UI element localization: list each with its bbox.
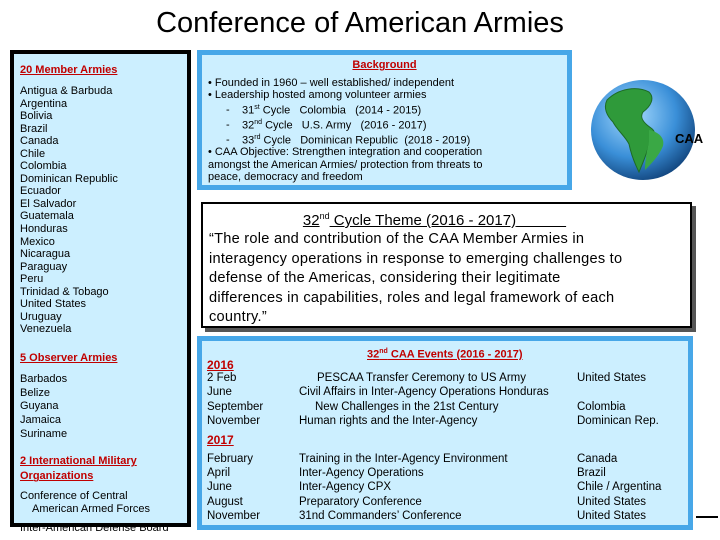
list-item: Paraguay <box>20 260 68 273</box>
background-panel-inner <box>202 55 567 185</box>
sidebar <box>10 50 191 535</box>
objective-line: peace, democracy and freedom <box>208 171 363 184</box>
year-2016-label: 2016 <box>207 358 234 372</box>
intl-org-iadb: Inter-American Defense Board <box>20 522 169 535</box>
list-item: Venezuela <box>20 323 72 336</box>
list-item: Argentina <box>20 97 68 110</box>
list-item: Suriname <box>20 427 68 440</box>
theme-heading: 32nd Cycle Theme (2016 - 2017) <box>302 211 517 229</box>
caa-logo-text: CAA <box>675 131 704 146</box>
caa-logo <box>585 72 713 192</box>
intl-org-ccaaf: Conference of Central American Armed Forces <box>20 490 150 516</box>
observer-armies-list <box>20 373 183 442</box>
cycle-row: - 32nd Cycle U.S. Army (2016 - 2017) <box>226 118 427 132</box>
sidebar-panel <box>14 54 187 535</box>
list-item: Honduras <box>20 223 68 236</box>
list-item: Guatemala <box>20 210 74 223</box>
list-item: Barbados <box>20 372 68 385</box>
objective-line: • CAA Objective: Strengthen integration and cooperation <box>208 146 483 159</box>
divider <box>696 516 718 518</box>
list-item: Ecuador <box>20 185 61 198</box>
cycle-row: - 31st Cycle Colombia (2014 - 2015) <box>226 103 422 117</box>
events-panel-inner: 32nd CAA Events (2016 - 2017) 2016 2 Feb PESCAA Transfer Ceremony to US Army United States June Civil Affairs in Inter-Agency Operations Honduras September New Challenges in the 21st Century Colombia November Human rights and the Inter-Agency Dominican Rep. 2017 February Training in the Inter-Agency Environment Canada April Inter-Agency Operations Brazil June Inter-Agency CPX Chile / Argentina August Preparatory Conference United States November 31nd Commanders’ Conference United States <box>202 341 688 525</box>
list-item: Nicaragua <box>20 248 71 261</box>
list-item: Peru <box>20 273 44 286</box>
globe-icon <box>585 72 713 192</box>
cycle-row: - 33rd Cycle Dominican Republic (2018 - 2019) <box>226 133 471 147</box>
list-item: El Salvador <box>20 197 77 210</box>
list-item: Guyana <box>20 400 59 413</box>
year-2017-label: 2017 <box>207 433 234 447</box>
observer-armies-heading: 5 Observer Armies <box>20 351 118 364</box>
theme-panel <box>201 202 692 328</box>
background-heading: Background <box>352 59 417 71</box>
page-title: Conference of American Armies <box>156 7 564 39</box>
background-bullet: • Leadership hosted among volunteer armies <box>208 89 427 102</box>
list-item: Uruguay <box>20 310 62 323</box>
list-item: Brazil <box>20 122 48 135</box>
list-item: Trinidad & Tobago <box>20 285 109 298</box>
theme-text: “The role and contribution of the CAA Member Armies in interagency operations in response to emerging challenges to defense of the Americas, considering their legitimate differences in capabilities, roles and legal framework of each country.” <box>209 231 623 326</box>
events-heading: 32nd CAA Events (2016 - 2017) <box>367 348 523 361</box>
member-armies-heading: 20 Member Armies <box>20 64 118 76</box>
list-item: Antigua & Barbuda <box>20 85 113 97</box>
intl-orgs-heading: 2 International Military Organizations <box>20 455 137 483</box>
list-item: Bolivia <box>20 110 53 123</box>
list-item: Colombia <box>20 160 67 173</box>
list-item: United States <box>20 298 87 311</box>
list-item: Belize <box>20 386 50 399</box>
member-armies-list <box>20 85 183 336</box>
list-item: Canada <box>20 135 59 148</box>
list-item: Chile <box>20 147 46 160</box>
list-item: Jamaica <box>20 414 61 427</box>
events-panel <box>197 336 693 530</box>
list-item: Mexico <box>20 235 55 248</box>
background-panel <box>197 50 572 190</box>
list-item: Dominican Republic <box>20 172 118 185</box>
objective-line: amongst the American Armies/ protection from threats to <box>208 158 483 171</box>
background-bullet: • Founded in 1960 – well established/ independent <box>208 77 455 89</box>
